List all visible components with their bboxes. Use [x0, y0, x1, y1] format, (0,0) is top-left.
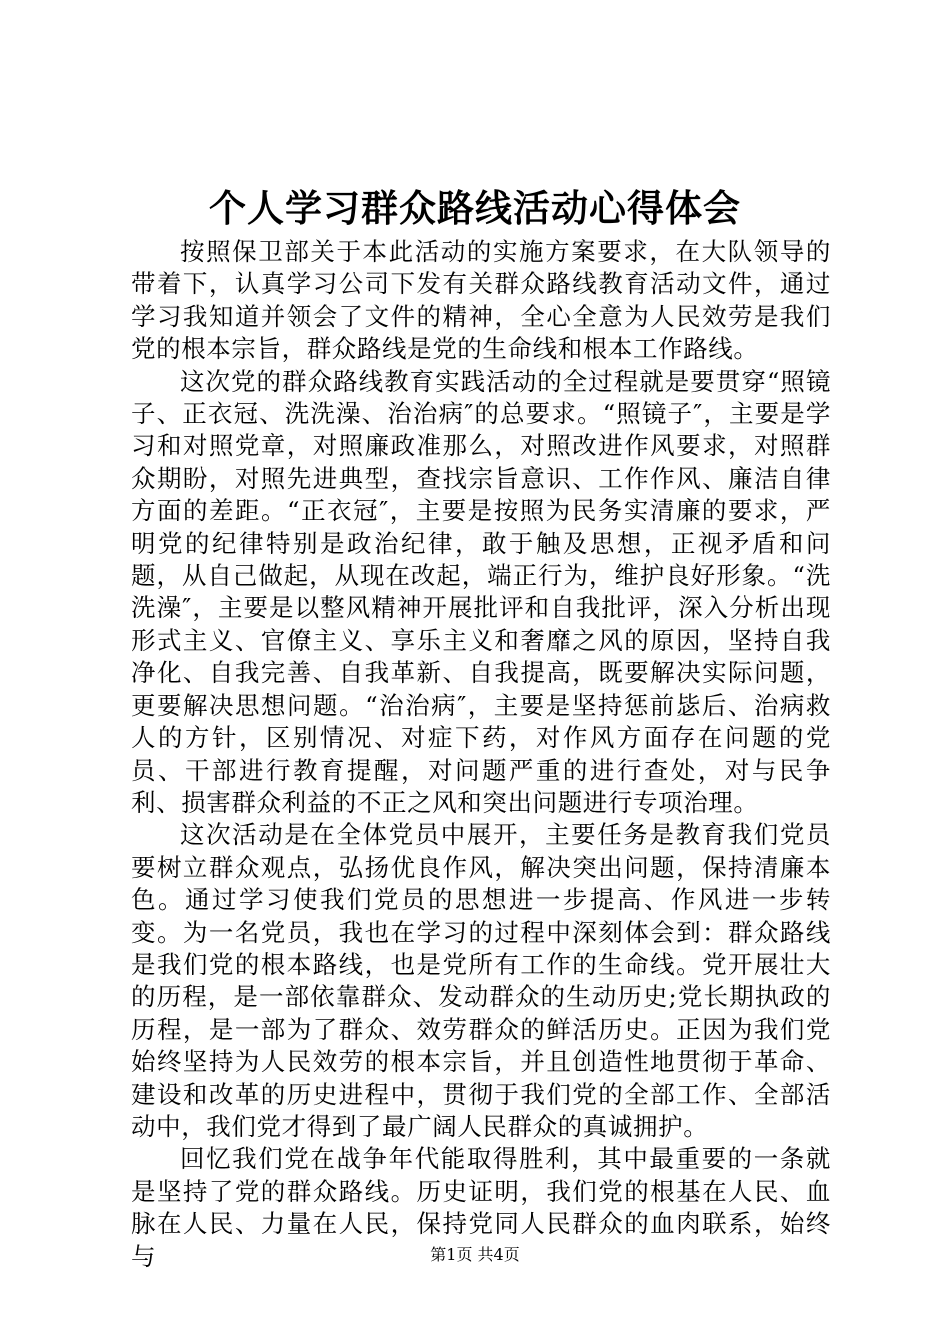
paragraph: 按照保卫部关于本此活动的实施方案要求，在大队领导的带着下，认真学习公司下发有关群众路线教育活动文件，通过学习我知道并领会了文件的精神，全心全意为人民效劳是我们党的根本宗旨，群众路线是党的生命线和根本工作路线。	[131, 237, 831, 364]
paragraph: 这次党的群众路线教育实践活动的全过程就是要贯穿“照镜子、正衣冠、洗洗澡、治治病″的总要求。“照镜子″，主要是学习和对照党章，对照廉政准那么，对照改进作风要求，对照群众期盼，对照先进典型，查找宗旨意识、工作作风、廉洁自律方面的差距。“正衣冠″，主要是按照为民务实清廉的要求，严明党的纪律特别是政治纪律，敢于触及思想，正视矛盾和问题，从自己做起，从现在改起，端正行为，维护良好形象。“洗洗澡″，主要是以整风精神开展批评和自我批评，深入分析出现形式主义、官僚主义、享乐主义和奢靡之风的原因，坚持自我净化、自我完善、自我革新、自我提高，既要解决实际问题，更要解决思想问题。“治治病″，主要是坚持惩前毖后、治病救人的方针，区别情况、对症下药，对作风方面存在问题的党员、干部进行教育提醒，对问题严重的进行查处，对与民争利、损害群众利益的不正之风和突出问题进行专项治理。	[131, 366, 831, 817]
page-number-footer: 第1页 共4页	[430, 1245, 520, 1264]
document-title: 个人学习群众路线活动心得体会	[209, 186, 741, 230]
document-body	[131, 236, 831, 1273]
paragraph: 回忆我们党在战争年代能取得胜利，其中最重要的一条就是坚持了党的群众路线。历史证明，我们党的根基在人民、血脉在人民、力量在人民，保持党同人民群众的血肉联系，始终与	[131, 1144, 831, 1271]
paragraph: 这次活动是在全体党员中展开，主要任务是教育我们党员要树立群众观点，弘扬优良作风，解决突出问题，保持清廉本色。通过学习使我们党员的思想进一步提高、作风进一步转变。为一名党员，我也在学习的过程中深刻体会到：群众路线是我们党的根本路线，也是党所有工作的生命线。党开展壮大的历程，是一部依靠群众、发动群众的生动历史;党长期执政的历程，是一部为了群众、效劳群众的鲜活历史。正因为我们党始终坚持为人民效劳的根本宗旨，并且创造性地贯彻于革命、建设和改革的历史进程中，贯彻于我们党的全部工作、全部活动中，我们党才得到了最广阔人民群众的真诚拥护。	[131, 820, 831, 1141]
